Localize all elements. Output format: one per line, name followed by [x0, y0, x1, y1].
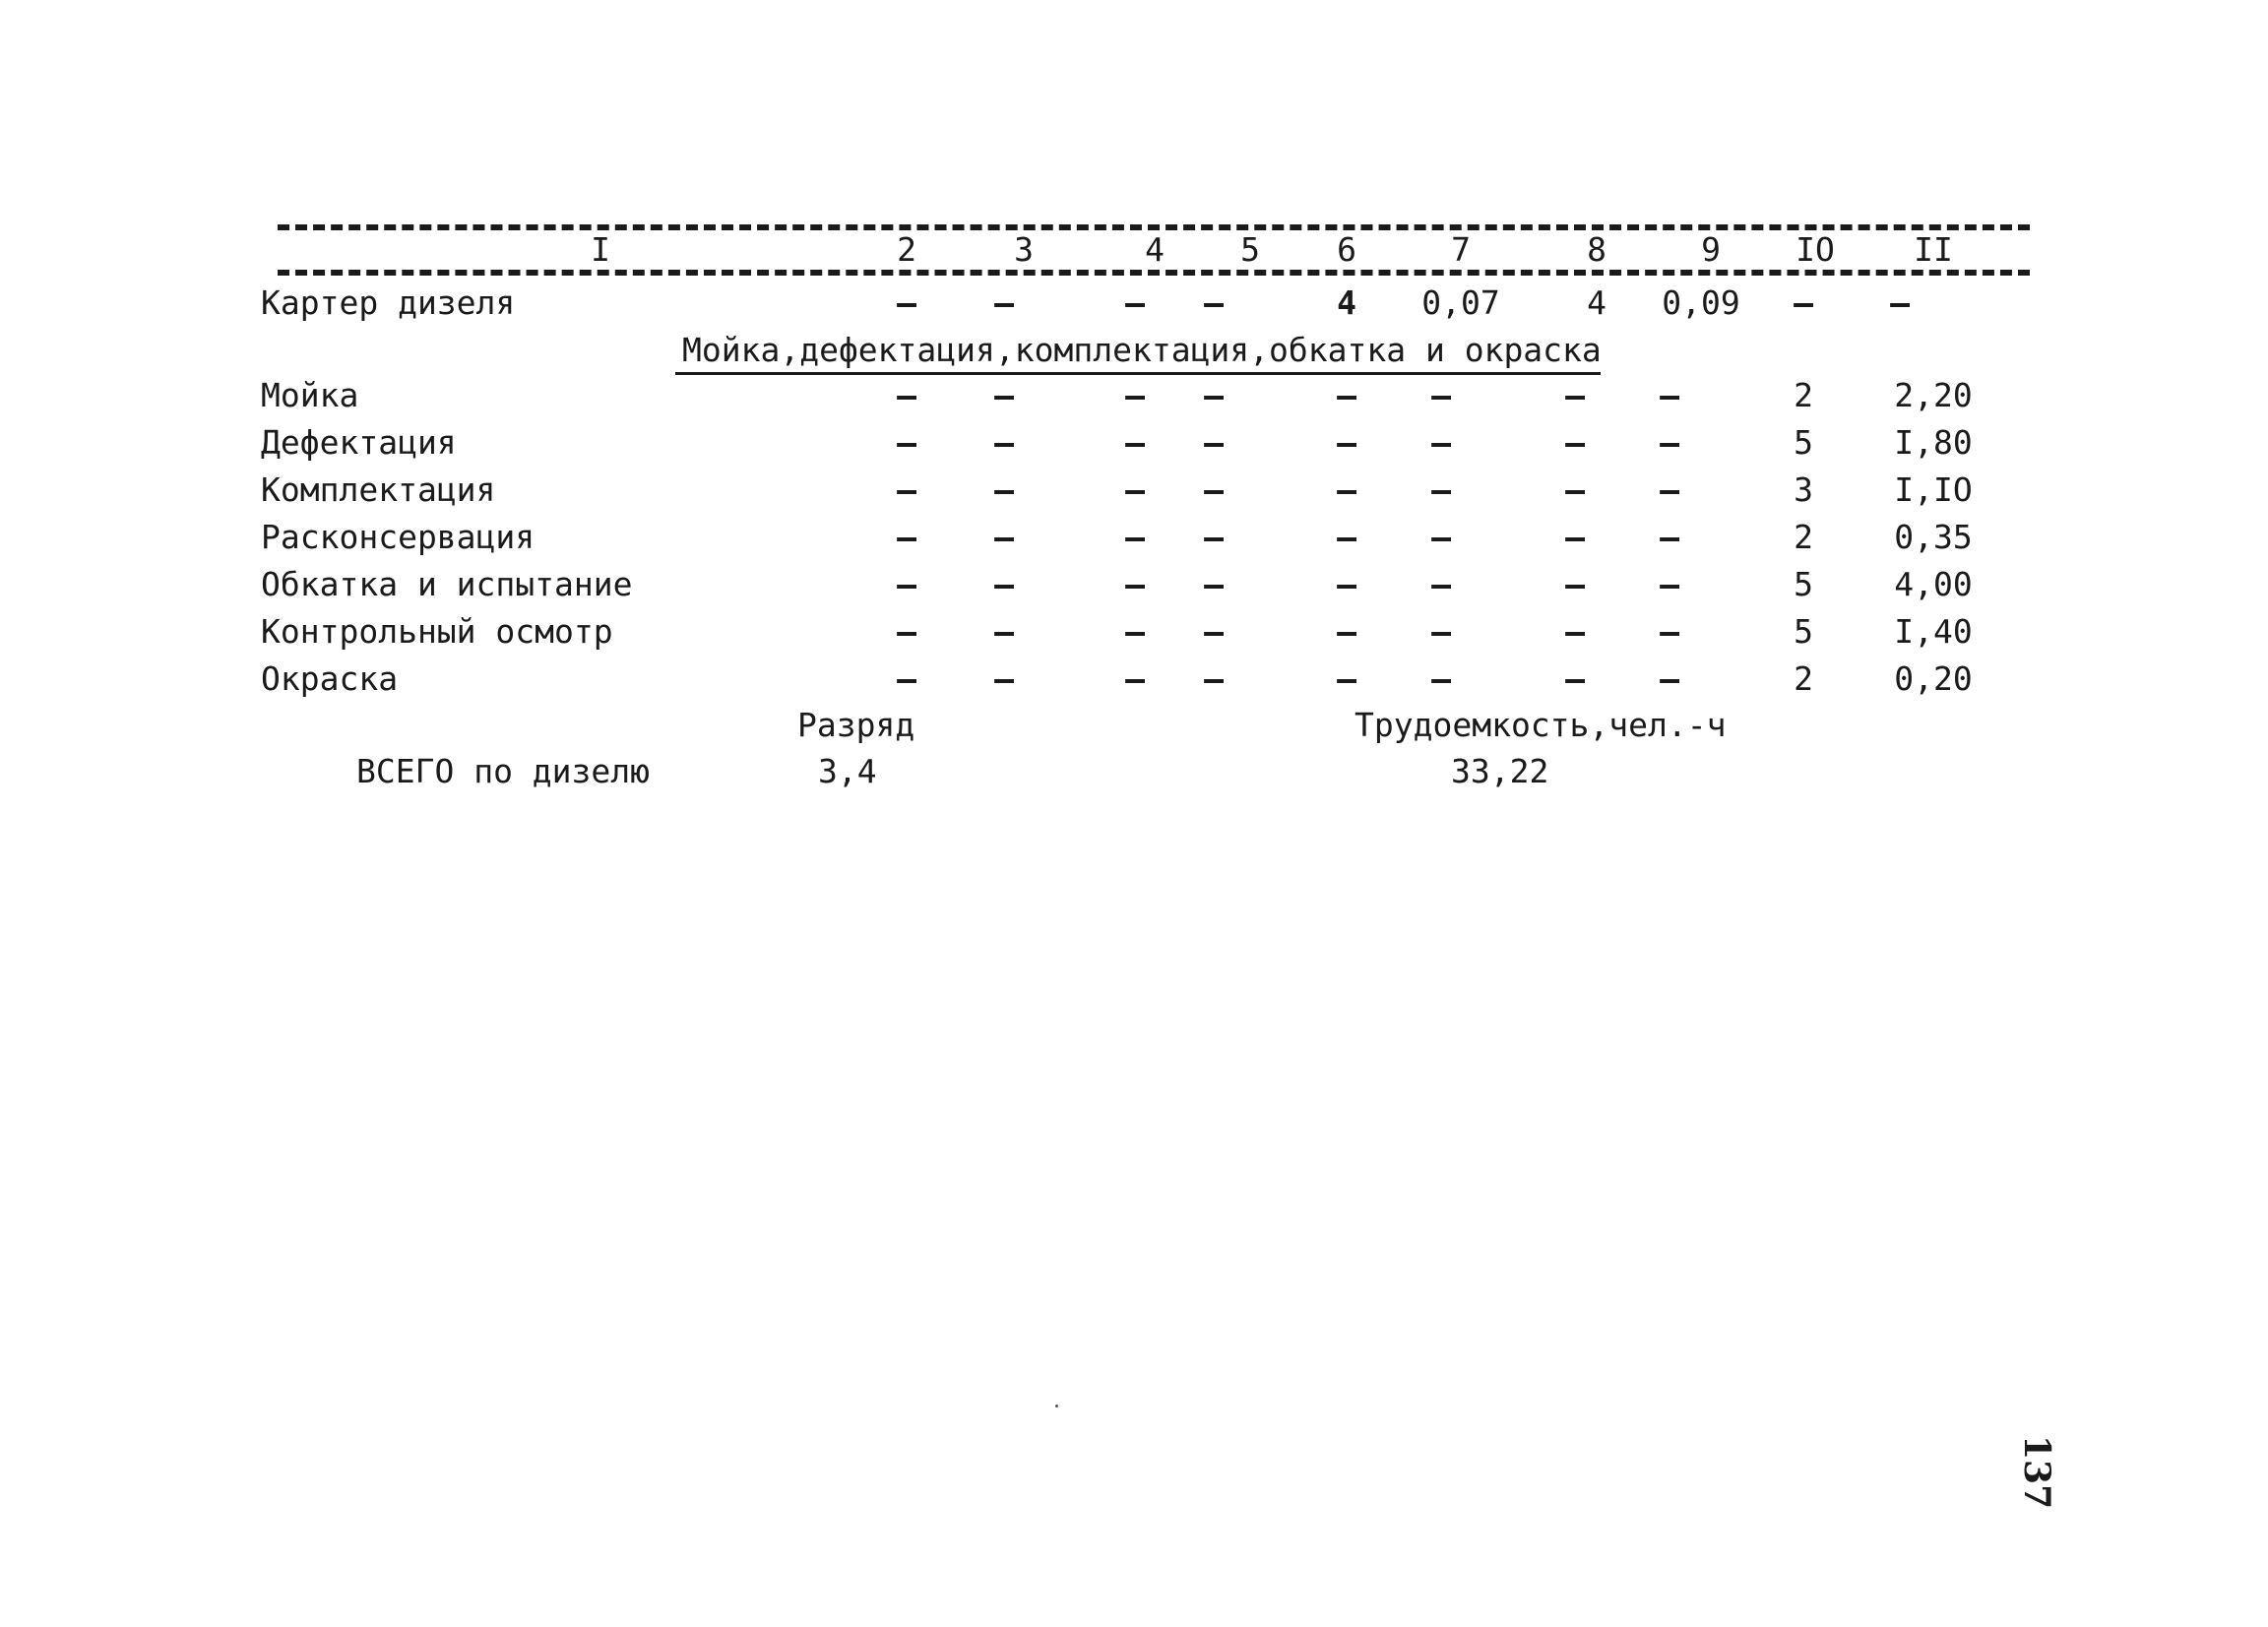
cell: 5 — [1794, 565, 1813, 603]
cell: – — [1660, 612, 1679, 651]
cell: – — [1204, 518, 1224, 556]
cell: – — [1565, 612, 1585, 651]
section-title: Мойка,дефектация,комплектация,обкатка и окраска — [682, 331, 1602, 369]
cell: – — [1125, 376, 1145, 414]
cell: – — [1204, 612, 1224, 651]
labor-label: Трудоемкость,чел.-ч — [1354, 706, 1727, 744]
row-label: Обкатка и испытание — [261, 565, 633, 603]
cell: I,80 — [1894, 423, 1973, 462]
header-col-9: 9 — [1701, 230, 1721, 269]
cell: – — [1204, 283, 1224, 322]
cell: – — [1125, 612, 1145, 651]
header-col-7: 7 — [1451, 230, 1471, 269]
row-label: Окраска — [261, 659, 399, 698]
header-col-8: 8 — [1587, 230, 1606, 269]
cell: – — [1204, 659, 1224, 698]
cell: – — [1125, 659, 1145, 698]
cell: – — [1337, 612, 1356, 651]
cell: 0,07 — [1421, 283, 1500, 322]
cell: – — [897, 612, 916, 651]
cell: – — [1565, 470, 1585, 509]
cell: – — [897, 659, 916, 698]
cell: – — [1204, 423, 1224, 462]
header-col-6: 6 — [1337, 230, 1356, 269]
header-bottom-rule — [278, 270, 2030, 276]
cell: 2,20 — [1894, 376, 1973, 414]
cell: 0,20 — [1894, 659, 1973, 698]
cell: – — [1431, 518, 1451, 556]
cell: – — [1431, 376, 1451, 414]
cell: – — [994, 659, 1014, 698]
row-label: Комплектация — [261, 470, 496, 509]
cell: – — [897, 470, 916, 509]
cell: – — [1565, 518, 1585, 556]
cell: 0,35 — [1894, 518, 1973, 556]
speck — [1055, 1405, 1058, 1408]
cell: 4,00 — [1894, 565, 1973, 603]
cell: – — [1125, 470, 1145, 509]
cell: 0,09 — [1662, 283, 1740, 322]
cell: 2 — [1794, 659, 1813, 698]
rank-value: 3,4 — [818, 752, 877, 790]
rank-label: Разряд — [797, 706, 915, 744]
cell: – — [897, 565, 916, 603]
row-label: Контрольный осмотр — [261, 612, 613, 651]
cell: – — [1431, 565, 1451, 603]
labor-value: 33,22 — [1451, 752, 1549, 790]
header-col-4: 4 — [1145, 230, 1165, 269]
cell: 3 — [1794, 470, 1813, 509]
cell: – — [1431, 612, 1451, 651]
cell: – — [897, 423, 916, 462]
row-label: Мойка — [261, 376, 359, 414]
cell: – — [1431, 423, 1451, 462]
cell: – — [1565, 376, 1585, 414]
cell: – — [1565, 565, 1585, 603]
cell: – — [1337, 659, 1356, 698]
cell: – — [897, 283, 916, 322]
total-label: ВСЕГО по дизелю — [356, 752, 651, 790]
row-label: Дефектация — [261, 423, 457, 462]
section-title-underline — [675, 372, 1601, 375]
cell: – — [1660, 423, 1679, 462]
cell: – — [1565, 659, 1585, 698]
cell: I,IO — [1894, 470, 1973, 509]
cell: – — [1337, 376, 1356, 414]
cell: – — [1890, 283, 1910, 322]
cell: – — [1431, 470, 1451, 509]
cell: 4 — [1587, 283, 1606, 322]
cell: – — [1204, 376, 1224, 414]
cell: – — [1125, 283, 1145, 322]
cell: – — [1125, 423, 1145, 462]
header-col-11: II — [1914, 230, 1953, 269]
cell: – — [1337, 423, 1356, 462]
cell: – — [1337, 518, 1356, 556]
cell: – — [1337, 565, 1356, 603]
cell: – — [1660, 518, 1679, 556]
cell: – — [1204, 565, 1224, 603]
cell: I,40 — [1894, 612, 1973, 651]
cell: – — [1660, 376, 1679, 414]
cell: – — [994, 518, 1014, 556]
cell: – — [1660, 659, 1679, 698]
cell: – — [994, 565, 1014, 603]
cell: – — [994, 283, 1014, 322]
cell: – — [1565, 423, 1585, 462]
header-col-5: 5 — [1240, 230, 1260, 269]
row-label: Картер дизеля — [261, 283, 516, 322]
page-number: 137 — [2016, 1435, 2057, 1510]
cell: – — [994, 470, 1014, 509]
cell: – — [994, 612, 1014, 651]
cell: 2 — [1794, 376, 1813, 414]
cell: – — [897, 376, 916, 414]
cell: – — [994, 423, 1014, 462]
cell: – — [1431, 659, 1451, 698]
cell: 5 — [1794, 423, 1813, 462]
row-label: Расконсервация — [261, 518, 536, 556]
cell: – — [1125, 565, 1145, 603]
cell: – — [1660, 470, 1679, 509]
cell: – — [1125, 518, 1145, 556]
cell: – — [994, 376, 1014, 414]
header-col-10: IO — [1796, 230, 1835, 269]
header-col-2: 2 — [897, 230, 916, 269]
cell: – — [1660, 565, 1679, 603]
cell: – — [1337, 470, 1356, 509]
cell: – — [1204, 470, 1224, 509]
header-col-1: I — [591, 230, 610, 269]
header-col-3: 3 — [1014, 230, 1034, 269]
cell: 4 — [1337, 283, 1356, 322]
cell: 5 — [1794, 612, 1813, 651]
cell: 2 — [1794, 518, 1813, 556]
cell: – — [897, 518, 916, 556]
cell: – — [1794, 283, 1813, 322]
